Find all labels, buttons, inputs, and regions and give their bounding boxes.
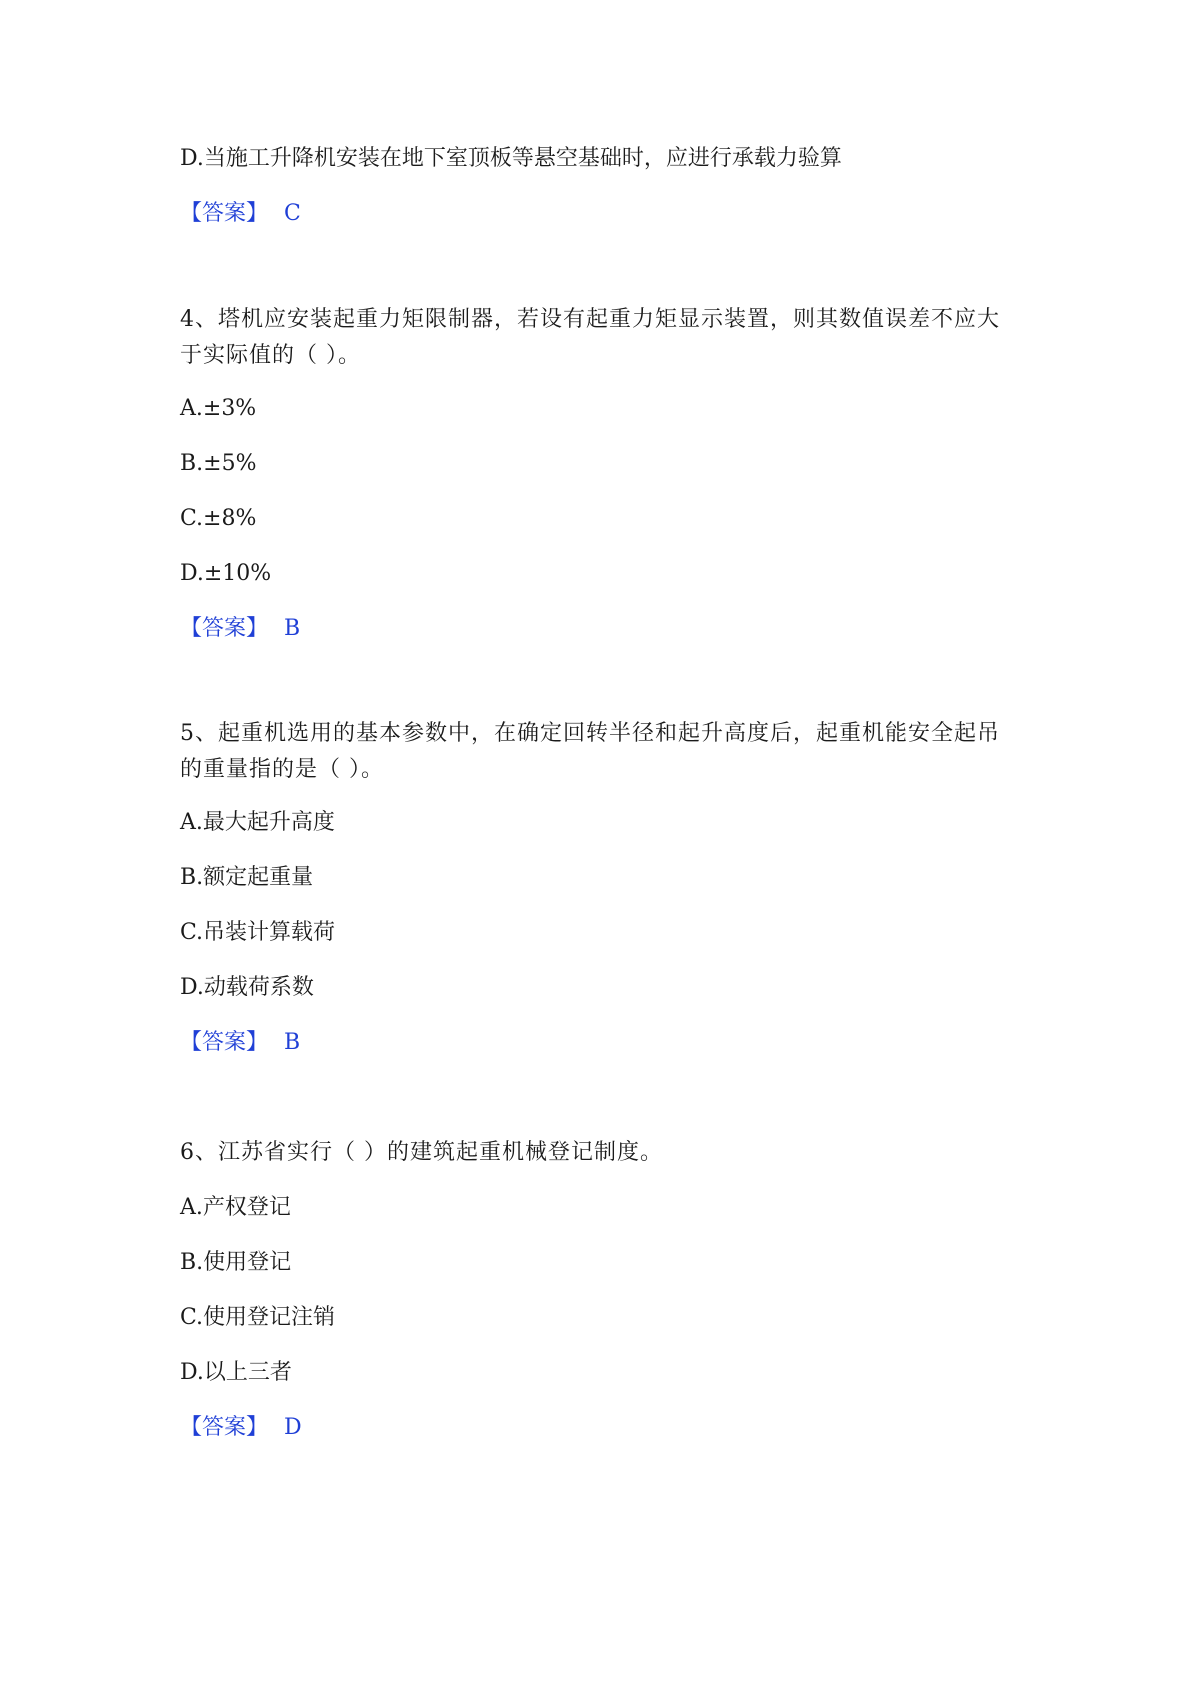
answer-value: C — [284, 201, 301, 226]
option-a: A.±3% — [180, 396, 257, 421]
answer-line — [180, 1410, 1030, 1446]
option-b: B.额定起重量 — [180, 865, 314, 890]
option-b: B.使用登记 — [180, 1250, 292, 1275]
option-c: C.吊装计算载荷 — [180, 920, 336, 945]
answer-line — [180, 1025, 1030, 1061]
question-4: 4、塔机应安装起重力矩限制器，若设有起重力矩显示装置，则其数值误差不应大于实际值的（ ）。 — [180, 307, 1000, 368]
answer-tag: 【答案】 — [180, 616, 269, 641]
answer-value: B — [284, 616, 301, 641]
question-5: 5、起重机选用的基本参数中，在确定回转半径和起升高度后，起重机能安全起吊的重量指的是（ ）。 — [180, 721, 1000, 782]
option-a: A.产权登记 — [180, 1195, 291, 1220]
option-d: D.当施工升降机安装在地下室顶板等悬空基础时，应进行承载力验算 — [180, 146, 842, 171]
answer-tag: 【答案】 — [180, 1415, 269, 1440]
answer-line — [180, 611, 1030, 647]
answer-tag: 【答案】 — [180, 1030, 269, 1055]
question-6: 6、江苏省实行（ ）的建筑起重机械登记制度。 — [180, 1140, 663, 1165]
option-d: D.±10% — [180, 561, 272, 586]
answer-line — [180, 196, 1030, 232]
answer-value: B — [284, 1030, 301, 1055]
option-a: A.最大起升高度 — [180, 810, 335, 835]
option-d: D.动载荷系数 — [180, 975, 314, 1000]
option-b: B.±5% — [180, 451, 257, 476]
option-d: D.以上三者 — [180, 1360, 292, 1385]
answer-value: D — [284, 1415, 302, 1440]
option-c: C.使用登记注销 — [180, 1305, 336, 1330]
answer-tag: 【答案】 — [180, 201, 269, 226]
option-c: C.±8% — [180, 506, 257, 531]
